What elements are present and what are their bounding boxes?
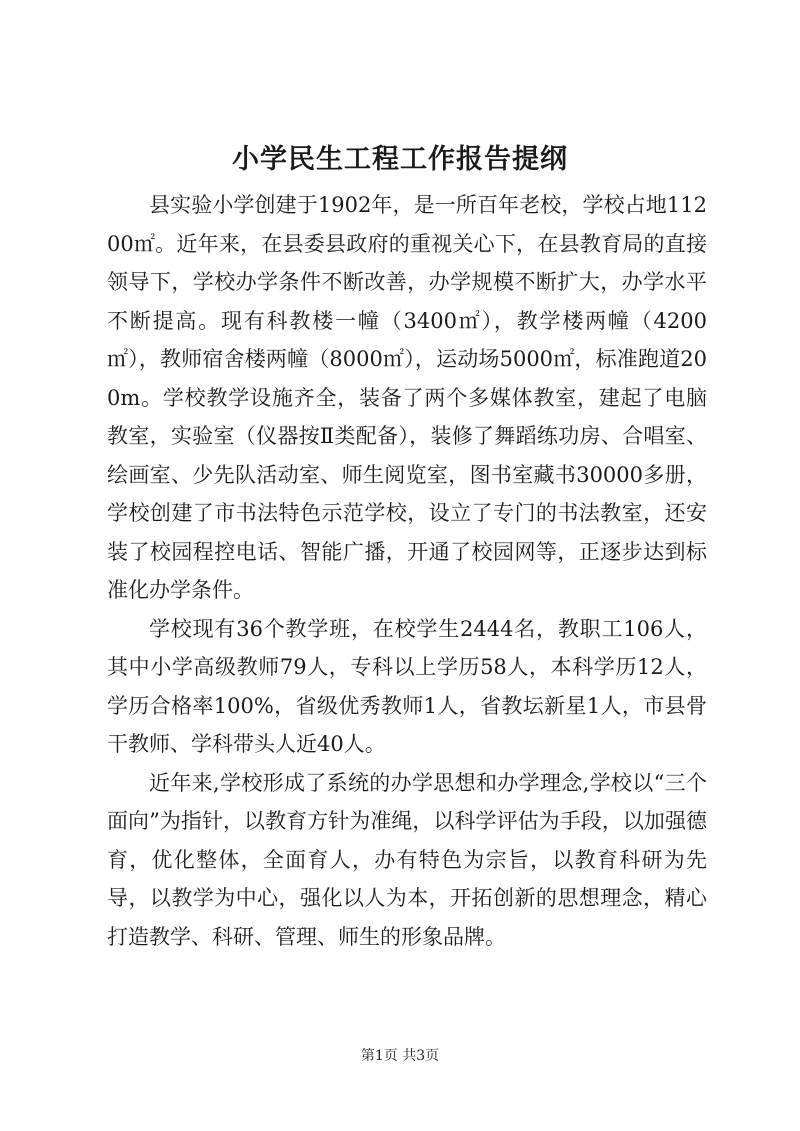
page-number-footer: 第1页 共3页 (360, 1048, 440, 1064)
document-body (107, 186, 707, 956)
paragraph-school-overview: 县实验小学创建于1902年，是一所百年老校，学校占地11200㎡。近年来，在县委县政府的重视关心下，在县教育局的直接领导下，学校办学条件不断改善，办学规模不断扩大，办学水平不断提高。现有科教楼一幢（3400㎡），教学楼两幢（4200㎡），教师宿舍楼两幢（8000㎡），运动场5000㎡，标准跑道200m。学校教学设施齐全，装备了两个多媒体教室，建起了电脑教室，实验室（仪器按Ⅱ类配备），装修了舞蹈练功房、合唱室、绘画室、少先队活动室、师生阅览室，图书室藏书30000多册，学校创建了市书法特色示范学校，设立了专门的书法教室，还安装了校园程控电话、智能广播，开通了校园网等，正逐步达到标准化办学条件。 (107, 193, 707, 602)
paragraph-school-philosophy: 近年来,学校形成了系统的办学思想和办学理念,学校以“三个面向”为指针，以教育方针为准绳，以科学评估为手段，以加强德育，优化整体，全面育人，办有特色为宗旨，以教育科研为先导，以教学为中心，强化以人为本，开拓创新的思想理念，精心打造教学、科研、管理、师生的形象品牌。 (107, 770, 707, 949)
paragraph-staff-statistics: 学校现有36个教学班，在校学生2444名，教职工106人，其中小学高级教师79人，专科以上学历58人，本科学历12人，学历合格率100%，省级优秀教师1人，省教坛新星1人，市县骨干教师、学科带头人近40人。 (107, 616, 707, 756)
document-title: 小学民生工程工作报告提纲 (232, 144, 568, 175)
